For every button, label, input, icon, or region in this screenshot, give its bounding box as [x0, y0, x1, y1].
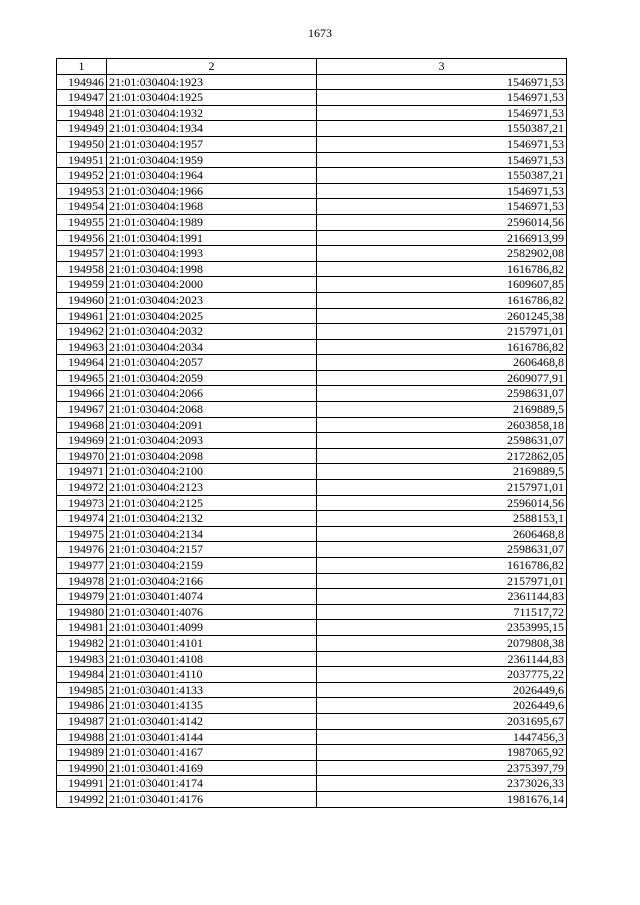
- row-number-cell: 194951: [57, 152, 107, 168]
- row-number-cell: 194963: [57, 339, 107, 355]
- row-number-cell: 194979: [57, 589, 107, 605]
- value-cell: 2361144,83: [317, 651, 567, 667]
- row-number-cell: 194952: [57, 168, 107, 184]
- row-number-cell: 194946: [57, 74, 107, 90]
- cadastral-number-cell: 21:01:030401:4133: [107, 682, 317, 698]
- cadastral-number-cell: 21:01:030404:2000: [107, 277, 317, 293]
- value-cell: 2166913,99: [317, 230, 567, 246]
- table-row: [57, 277, 567, 293]
- cadastral-number-cell: 21:01:030404:2091: [107, 417, 317, 433]
- value-cell: 1546971,53: [317, 183, 567, 199]
- table-row: [57, 604, 567, 620]
- table-row: [57, 760, 567, 776]
- row-number-cell: 194989: [57, 745, 107, 761]
- cadastral-number-cell: 21:01:030404:2032: [107, 324, 317, 340]
- value-cell: 2169889,5: [317, 464, 567, 480]
- cadastral-number-cell: 21:01:030404:1993: [107, 246, 317, 262]
- row-number-cell: 194954: [57, 199, 107, 215]
- cadastral-number-cell: 21:01:030404:1989: [107, 214, 317, 230]
- cadastral-number-cell: 21:01:030404:2100: [107, 464, 317, 480]
- table-body: [57, 74, 567, 807]
- value-cell: 1546971,53: [317, 199, 567, 215]
- cadastral-number-cell: 21:01:030401:4176: [107, 791, 317, 807]
- row-number-cell: 194971: [57, 464, 107, 480]
- cadastral-number-cell: 21:01:030401:4108: [107, 651, 317, 667]
- value-cell: 2172862,05: [317, 448, 567, 464]
- table-row: [57, 511, 567, 527]
- value-cell: 1616786,82: [317, 558, 567, 574]
- table-row: [57, 480, 567, 496]
- value-cell: 1981676,14: [317, 791, 567, 807]
- value-cell: 2598631,07: [317, 433, 567, 449]
- row-number-cell: 194991: [57, 776, 107, 792]
- table-row: [57, 152, 567, 168]
- table-row: [57, 246, 567, 262]
- row-number-cell: 194982: [57, 635, 107, 651]
- table-row: [57, 526, 567, 542]
- column-header-1: 1: [57, 59, 107, 75]
- value-cell: 1546971,53: [317, 136, 567, 152]
- column-header-3: 3: [317, 59, 567, 75]
- cadastral-number-cell: 21:01:030404:2098: [107, 448, 317, 464]
- value-cell: 2031695,67: [317, 713, 567, 729]
- cadastral-number-cell: 21:01:030404:1966: [107, 183, 317, 199]
- value-cell: 2026449,6: [317, 682, 567, 698]
- value-cell: 2157971,01: [317, 324, 567, 340]
- row-number-cell: 194962: [57, 324, 107, 340]
- table-row: [57, 199, 567, 215]
- cadastral-number-cell: 21:01:030404:2057: [107, 355, 317, 371]
- cadastral-number-cell: 21:01:030401:4099: [107, 620, 317, 636]
- cadastral-number-cell: 21:01:030404:1923: [107, 74, 317, 90]
- row-number-cell: 194978: [57, 573, 107, 589]
- table-row: [57, 292, 567, 308]
- value-cell: 2596014,56: [317, 214, 567, 230]
- value-cell: 1546971,53: [317, 105, 567, 121]
- row-number-cell: 194980: [57, 604, 107, 620]
- row-number-cell: 194964: [57, 355, 107, 371]
- table-row: [57, 105, 567, 121]
- row-number-cell: 194984: [57, 667, 107, 683]
- row-number-cell: 194959: [57, 277, 107, 293]
- value-cell: 2375397,79: [317, 760, 567, 776]
- cadastral-number-cell: 21:01:030404:1968: [107, 199, 317, 215]
- row-number-cell: 194975: [57, 526, 107, 542]
- data-table: [56, 58, 567, 808]
- cadastral-number-cell: 21:01:030404:1932: [107, 105, 317, 121]
- value-cell: 1447456,3: [317, 729, 567, 745]
- table-row: [57, 745, 567, 761]
- table-row: [57, 776, 567, 792]
- value-cell: 711517,72: [317, 604, 567, 620]
- row-number-cell: 194972: [57, 480, 107, 496]
- row-number-cell: 194977: [57, 558, 107, 574]
- cadastral-number-cell: 21:01:030401:4142: [107, 713, 317, 729]
- row-number-cell: 194987: [57, 713, 107, 729]
- table-row: [57, 370, 567, 386]
- table-row: [57, 573, 567, 589]
- row-number-cell: 194990: [57, 760, 107, 776]
- cadastral-number-cell: 21:01:030404:2159: [107, 558, 317, 574]
- value-cell: 2361144,83: [317, 589, 567, 605]
- table-row: [57, 121, 567, 137]
- page-number: 1673: [308, 26, 332, 40]
- table-row: [57, 339, 567, 355]
- value-cell: 1546971,53: [317, 74, 567, 90]
- value-cell: 2588153,1: [317, 511, 567, 527]
- cadastral-number-cell: 21:01:030401:4101: [107, 635, 317, 651]
- column-header-2: 2: [107, 59, 317, 75]
- value-cell: 2582902,08: [317, 246, 567, 262]
- cadastral-number-cell: 21:01:030404:1957: [107, 136, 317, 152]
- value-cell: 2598631,07: [317, 542, 567, 558]
- cadastral-number-cell: 21:01:030404:1925: [107, 90, 317, 106]
- row-number-cell: 194985: [57, 682, 107, 698]
- value-cell: 2157971,01: [317, 480, 567, 496]
- table-row: [57, 558, 567, 574]
- value-cell: 1550387,21: [317, 168, 567, 184]
- table-row: [57, 168, 567, 184]
- row-number-cell: 194966: [57, 386, 107, 402]
- value-cell: 2373026,33: [317, 776, 567, 792]
- value-cell: 1616786,82: [317, 339, 567, 355]
- cadastral-number-cell: 21:01:030404:2023: [107, 292, 317, 308]
- row-number-cell: 194950: [57, 136, 107, 152]
- table-row: [57, 324, 567, 340]
- value-cell: 2037775,22: [317, 667, 567, 683]
- row-number-cell: 194956: [57, 230, 107, 246]
- cadastral-number-cell: 21:01:030401:4074: [107, 589, 317, 605]
- cadastral-number-cell: 21:01:030404:2166: [107, 573, 317, 589]
- table-row: [57, 261, 567, 277]
- table-row: [57, 355, 567, 371]
- cadastral-number-cell: 21:01:030404:1991: [107, 230, 317, 246]
- value-cell: 2079808,38: [317, 635, 567, 651]
- row-number-cell: 194965: [57, 370, 107, 386]
- table-row: [57, 90, 567, 106]
- table-row: [57, 214, 567, 230]
- cadastral-number-cell: 21:01:030401:4135: [107, 698, 317, 714]
- cadastral-number-cell: 21:01:030401:4110: [107, 667, 317, 683]
- row-number-cell: 194992: [57, 791, 107, 807]
- cadastral-number-cell: 21:01:030401:4076: [107, 604, 317, 620]
- row-number-cell: 194983: [57, 651, 107, 667]
- table-row: [57, 635, 567, 651]
- cadastral-number-cell: 21:01:030404:2034: [107, 339, 317, 355]
- cadastral-number-cell: 21:01:030404:2093: [107, 433, 317, 449]
- row-number-cell: 194969: [57, 433, 107, 449]
- table-row: [57, 464, 567, 480]
- table-row: [57, 729, 567, 745]
- table-row: [57, 136, 567, 152]
- value-cell: 1546971,53: [317, 90, 567, 106]
- value-cell: 1546971,53: [317, 152, 567, 168]
- cadastral-number-cell: 21:01:030404:2123: [107, 480, 317, 496]
- table-row: [57, 589, 567, 605]
- value-cell: 2598631,07: [317, 386, 567, 402]
- cadastral-number-cell: 21:01:030404:2134: [107, 526, 317, 542]
- row-number-cell: 194949: [57, 121, 107, 137]
- row-number-cell: 194976: [57, 542, 107, 558]
- value-cell: 2596014,56: [317, 495, 567, 511]
- table-row: [57, 230, 567, 246]
- cadastral-number-cell: 21:01:030404:2157: [107, 542, 317, 558]
- value-cell: 1616786,82: [317, 292, 567, 308]
- table-row: [57, 386, 567, 402]
- cadastral-number-cell: 21:01:030404:2132: [107, 511, 317, 527]
- cadastral-number-cell: 21:01:030404:2066: [107, 386, 317, 402]
- row-number-cell: 194967: [57, 402, 107, 418]
- value-cell: 2603858,18: [317, 417, 567, 433]
- table-row: [57, 183, 567, 199]
- table-row: [57, 308, 567, 324]
- row-number-cell: 194988: [57, 729, 107, 745]
- row-number-cell: 194960: [57, 292, 107, 308]
- cadastral-number-cell: 21:01:030404:1934: [107, 121, 317, 137]
- table-row: [57, 402, 567, 418]
- table-row: [57, 433, 567, 449]
- row-number-cell: 194958: [57, 261, 107, 277]
- value-cell: 1987065,92: [317, 745, 567, 761]
- cadastral-number-cell: 21:01:030404:2059: [107, 370, 317, 386]
- row-number-cell: 194981: [57, 620, 107, 636]
- cadastral-number-cell: 21:01:030404:1998: [107, 261, 317, 277]
- table-row: [57, 74, 567, 90]
- value-cell: 2601245,38: [317, 308, 567, 324]
- row-number-cell: 194970: [57, 448, 107, 464]
- table-row: [57, 495, 567, 511]
- value-cell: 1609607,85: [317, 277, 567, 293]
- table-row: [57, 713, 567, 729]
- cadastral-number-cell: 21:01:030404:1959: [107, 152, 317, 168]
- value-cell: 2169889,5: [317, 402, 567, 418]
- row-number-cell: 194953: [57, 183, 107, 199]
- row-number-cell: 194957: [57, 246, 107, 262]
- row-number-cell: 194947: [57, 90, 107, 106]
- value-cell: 2157971,01: [317, 573, 567, 589]
- row-number-cell: 194955: [57, 214, 107, 230]
- table-row: [57, 417, 567, 433]
- row-number-cell: 194968: [57, 417, 107, 433]
- table-row: [57, 620, 567, 636]
- table-row: [57, 542, 567, 558]
- table-row: [57, 682, 567, 698]
- row-number-cell: 194948: [57, 105, 107, 121]
- cadastral-number-cell: 21:01:030404:2025: [107, 308, 317, 324]
- row-number-cell: 194961: [57, 308, 107, 324]
- value-cell: 2026449,6: [317, 698, 567, 714]
- value-cell: 1616786,82: [317, 261, 567, 277]
- cadastral-number-cell: 21:01:030401:4174: [107, 776, 317, 792]
- row-number-cell: 194986: [57, 698, 107, 714]
- cadastral-number-cell: 21:01:030404:1964: [107, 168, 317, 184]
- row-number-cell: 194974: [57, 511, 107, 527]
- value-cell: 2606468,8: [317, 526, 567, 542]
- table-row: [57, 791, 567, 807]
- table-header-row: [57, 59, 567, 75]
- cadastral-number-cell: 21:01:030404:2125: [107, 495, 317, 511]
- table-row: [57, 667, 567, 683]
- value-cell: 1550387,21: [317, 121, 567, 137]
- table-row: [57, 698, 567, 714]
- value-cell: 2609077,91: [317, 370, 567, 386]
- table-row: [57, 448, 567, 464]
- value-cell: 2606468,8: [317, 355, 567, 371]
- cadastral-number-cell: 21:01:030401:4167: [107, 745, 317, 761]
- cadastral-number-cell: 21:01:030404:2068: [107, 402, 317, 418]
- table-row: [57, 651, 567, 667]
- row-number-cell: 194973: [57, 495, 107, 511]
- cadastral-number-cell: 21:01:030401:4144: [107, 729, 317, 745]
- cadastral-number-cell: 21:01:030401:4169: [107, 760, 317, 776]
- value-cell: 2353995,15: [317, 620, 567, 636]
